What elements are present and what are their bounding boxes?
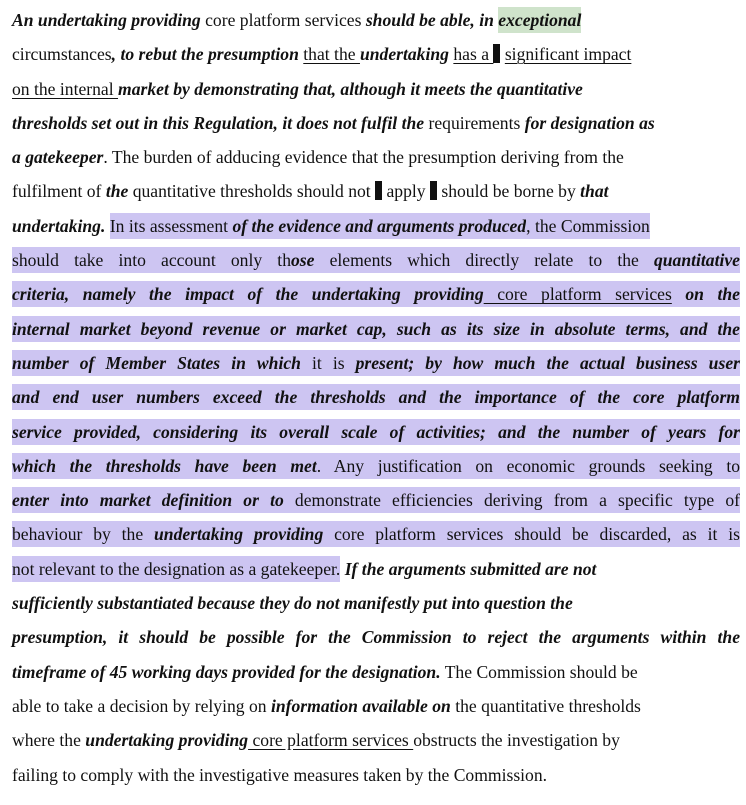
text-line [12, 586, 740, 620]
underlined-text-run: significant impact [504, 44, 632, 65]
highlighted-text-run: core platform services should be discarded, as it is [323, 521, 740, 547]
text-run: the quantitative thresholds [450, 695, 641, 716]
text-run: that [580, 181, 609, 202]
text-run: circumstances [12, 44, 112, 65]
text-line [12, 380, 740, 414]
highlighted-text-run: demonstrate efficiencies deriving from a specific type of [284, 487, 740, 513]
text-run: failing to comply with the investigative measures taken by the Commission. [12, 764, 548, 785]
text-line [12, 758, 740, 792]
text-run: fulfilment of [12, 181, 106, 202]
text-run: , [111, 44, 121, 65]
text-line [12, 174, 740, 208]
text-run: An undertaking providing [12, 10, 201, 30]
highlighted-text-run: which the thresholds have been met [12, 453, 317, 479]
text-run: information available on [270, 695, 451, 716]
text-line [12, 655, 740, 689]
highlighted-text-run: , the Commission [526, 213, 650, 239]
text-line [12, 140, 740, 174]
highlighted-text-run: number of Member States in which [12, 350, 312, 376]
underlined-text-run: core platform services [248, 730, 414, 751]
text-run: to rebut the presumption [120, 44, 299, 65]
highlighted-text-run: of the evidence and arguments produced [232, 213, 526, 239]
text-line [12, 346, 740, 380]
text-run: undertaking. [12, 215, 106, 236]
highlighted-text-run: criteria, namely the impact of the undertaking providing [12, 281, 484, 307]
highlighted-text-run: enter into market definition or to [12, 487, 284, 513]
highlighted-text-run: it is [312, 350, 356, 376]
text-line [12, 72, 740, 106]
text-line [12, 3, 740, 37]
highlighted-text-run: should take into account only th [12, 247, 291, 273]
highlighted-text-run: and end user numbers exceed the thresholds and the importance of the core platform [12, 384, 740, 410]
text-run: presumption, it should be possible for the Commission to reject the arguments within the [12, 627, 740, 648]
text-run: should be able, in [365, 10, 499, 30]
text-run: timeframe of 45 working days provided for the designation. [12, 661, 441, 682]
text-run: where the [12, 730, 86, 751]
text-run: The Commission should be [440, 661, 638, 682]
underlined-text-run: on the internal [12, 78, 119, 99]
text-run: obstructs the investigation by [413, 730, 620, 751]
underlined-text-run: has a [453, 44, 494, 65]
highlighted-text-run: In its assessment [110, 213, 233, 239]
highlighted-text-run: not relevant to the designation as a gatekeeper. [12, 556, 340, 582]
text-run: sufficiently substantiated because they do not manifestly put into question the [12, 593, 573, 614]
highlighted-text-run: on the [672, 281, 740, 307]
highlighted-text-run: internal market beyond revenue or market cap, such as its size in absolute terms, and the [12, 316, 740, 342]
text-run: should be borne by [436, 181, 581, 202]
text-run: market by demonstrating that, although it meets the quantitative [118, 78, 583, 99]
text-line [12, 449, 740, 483]
text-line [12, 415, 740, 449]
text-run: quantitative thresholds should not [128, 181, 376, 202]
text-line [12, 483, 740, 517]
highlighted-text-run: , considering its overall scale of activities; and the number of years for [137, 419, 740, 445]
text-run [581, 10, 585, 30]
text-run: thresholds set out in this Regulation, it does not fulfil the [12, 112, 425, 133]
text-line [12, 312, 740, 346]
text-line [12, 243, 740, 277]
text-run: apply [382, 181, 430, 202]
text-run: able to take a decision by relying on [12, 695, 271, 716]
highlighted-text-run: quantitative [654, 247, 740, 273]
text-run: If the arguments submitted are not [344, 558, 597, 579]
text-run: undertaking providing [85, 730, 249, 751]
highlighted-text-run: present; by how much the actual business user [356, 350, 740, 376]
underlined-text-run: that the [303, 44, 360, 65]
highlighted-text-run: undertaking providing [154, 521, 323, 547]
text-run: for designation as [524, 112, 655, 133]
text-line [12, 552, 740, 586]
text-run: requirements [424, 112, 525, 133]
highlighted-text-run: . Any justification on economic grounds seeking to [317, 453, 740, 479]
text-line [12, 277, 740, 311]
text-line [12, 620, 740, 654]
text-line [12, 517, 740, 551]
text-line [12, 723, 740, 757]
highlighted-text-run: ose [291, 247, 314, 273]
text-line [12, 209, 740, 243]
highlighted-text-run: elements which directly relate to the [314, 247, 654, 273]
text-line [12, 37, 740, 71]
text-run: undertaking [359, 44, 449, 65]
highlighted-text-run: exceptional [498, 7, 581, 33]
text-run: the [105, 181, 129, 202]
text-line [12, 106, 740, 140]
highlighted-text-run: core platform services [484, 281, 672, 307]
text-line [12, 689, 740, 723]
text-run: . The burden of adducing evidence that the presumption deriving from the [103, 147, 624, 168]
highlighted-text-run: behaviour by the [12, 521, 154, 547]
redaction-mark [430, 181, 437, 200]
text-run: core platform services [200, 10, 366, 30]
text-run: a gatekeeper [12, 147, 104, 168]
highlighted-text-run: service provided [12, 419, 137, 445]
